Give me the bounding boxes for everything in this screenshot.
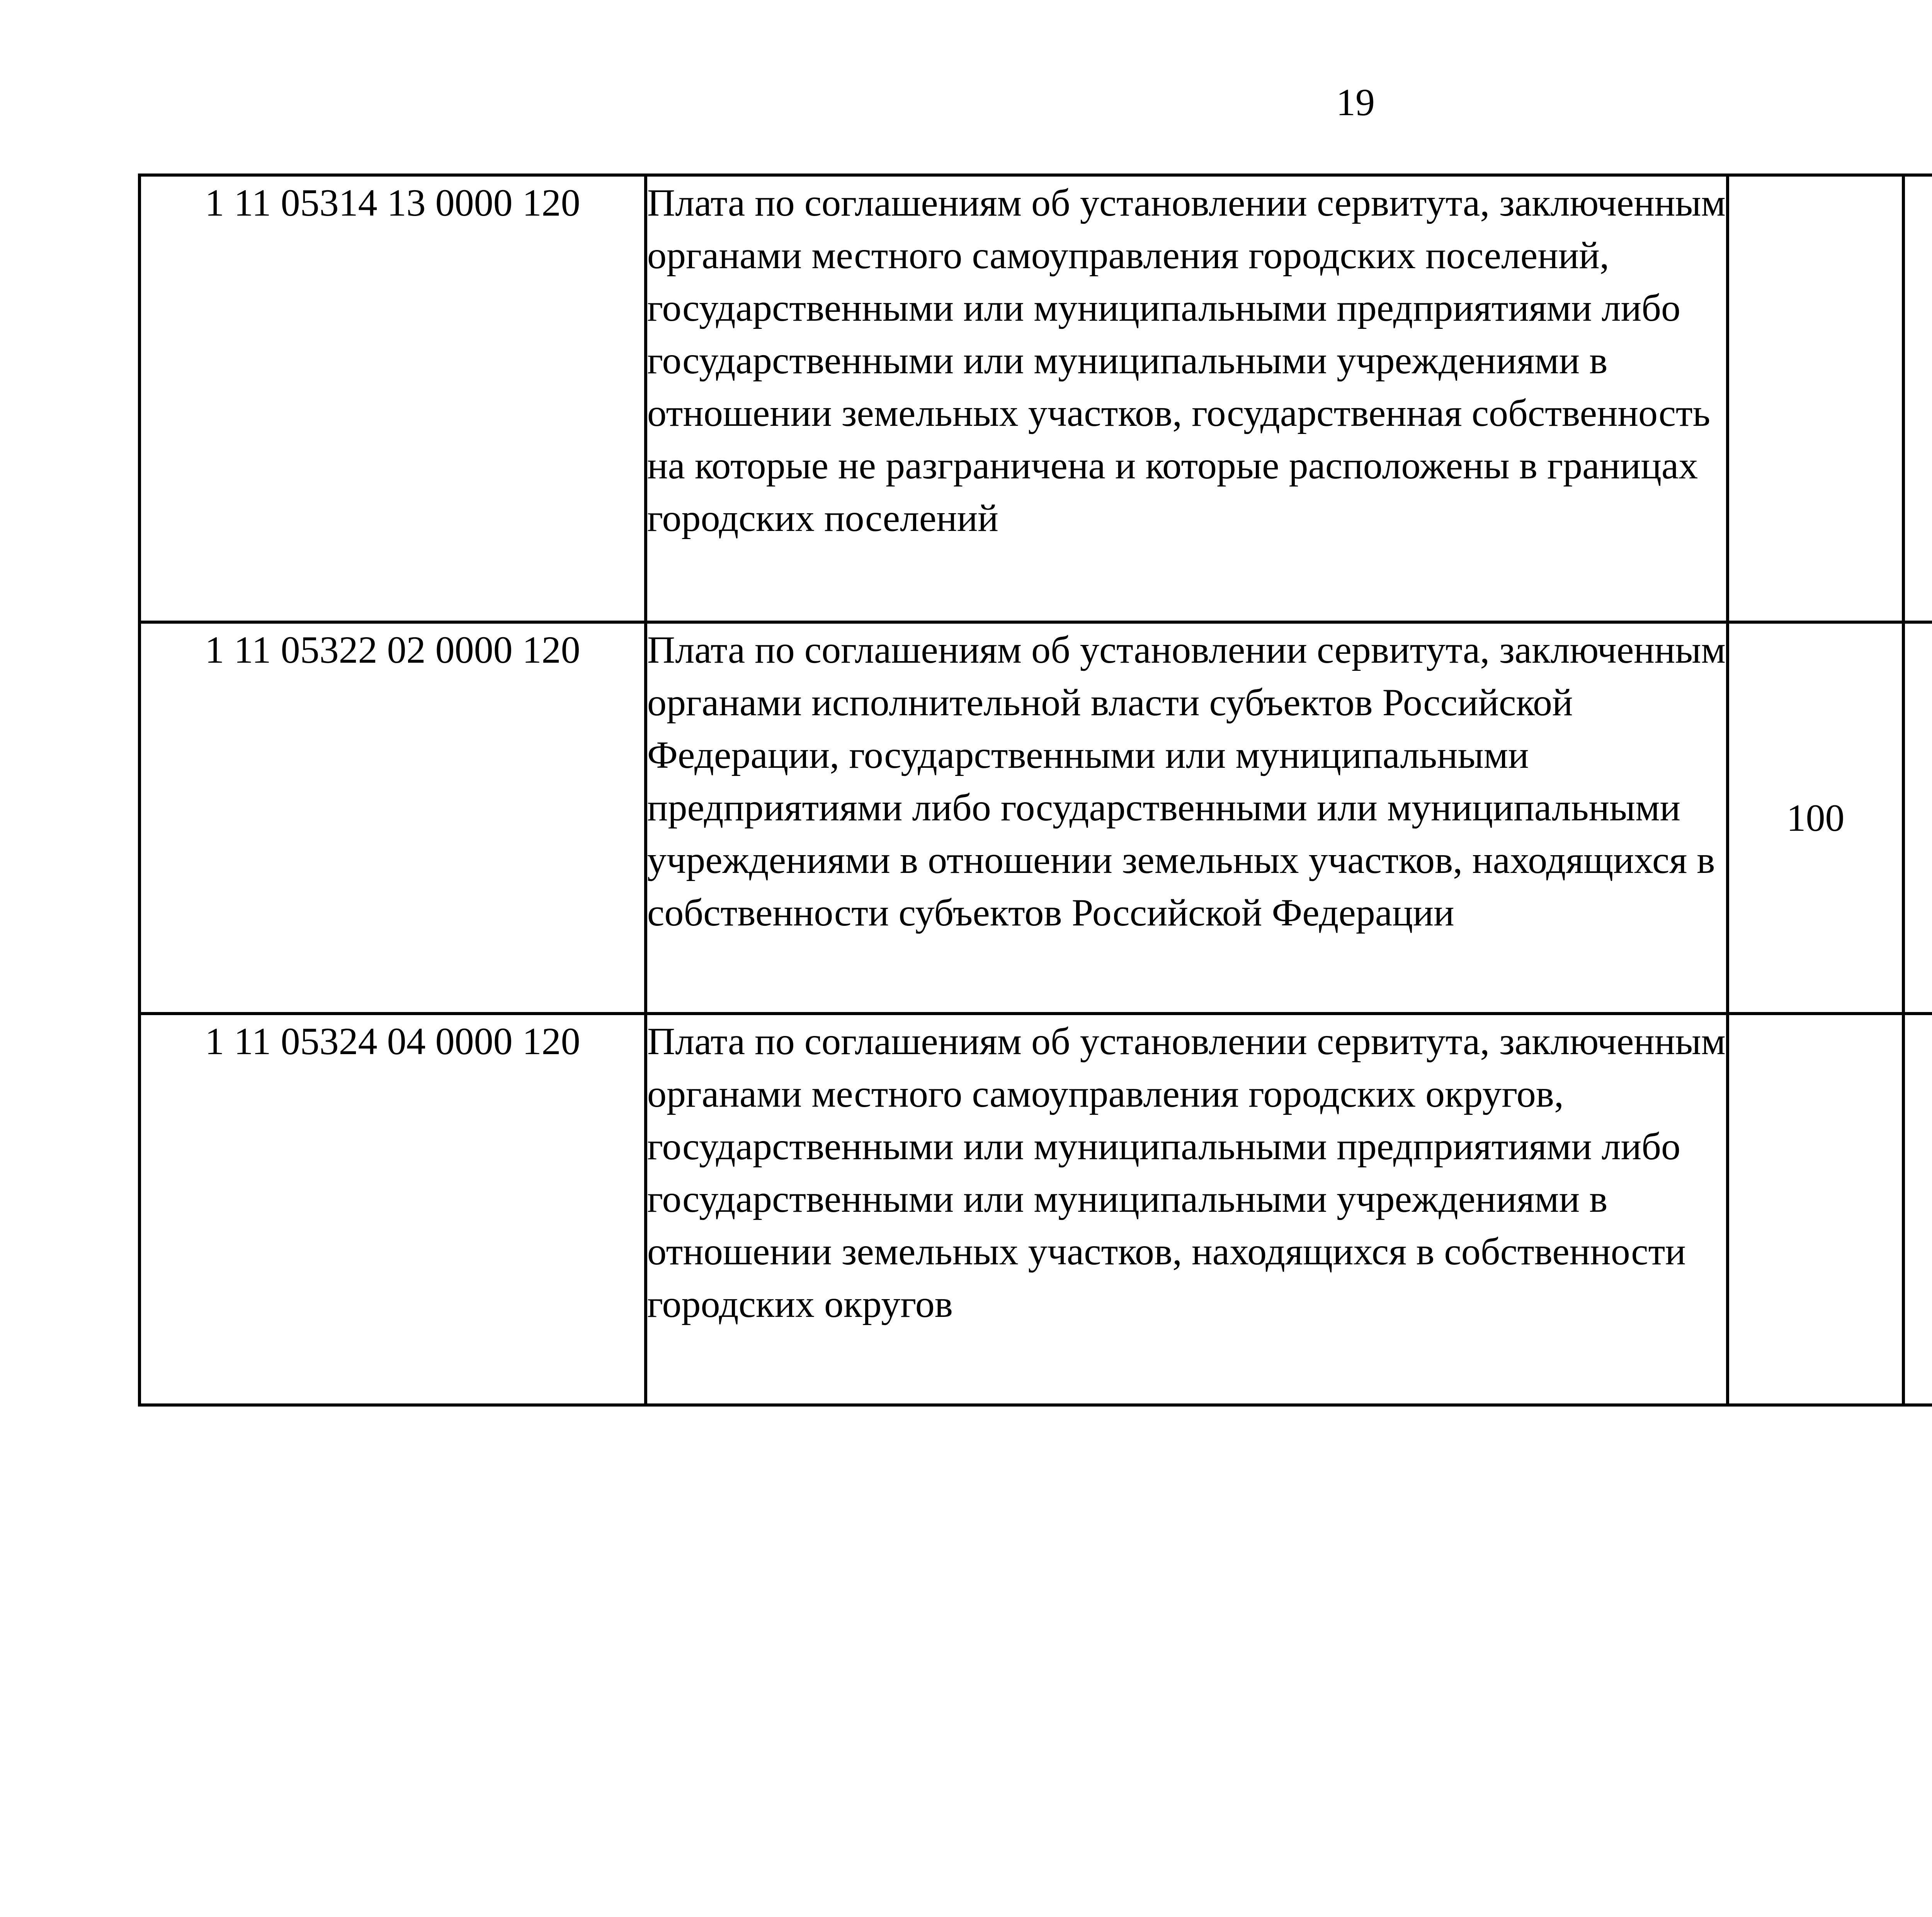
value-cell-1 [1728,175,1903,622]
value-cell-1 [1728,1014,1903,1405]
page-number: 19 [1336,81,1375,124]
table-row [139,1014,1932,1405]
income-code-cell: 1 11 05324 04 0000 120 [139,1014,646,1405]
income-code-cell: 1 11 05314 13 0000 120 [139,175,646,622]
budget-classification-table [138,173,1932,1407]
table-row [139,175,1932,622]
income-description-cell: Плата по соглашениям об установлении сервитута, заключенным органами исполнительной власти субъектов Российской Федерации, государственными или муниципальными предприятиями либо государственными или муниципальными учреждениями в отношении земельных участков, находящихся в собственности субъектов Российской Федерации [646,622,1728,1014]
value-cell-1: 100 [1728,622,1903,1014]
income-code-cell: 1 11 05322 02 0000 120 [139,622,646,1014]
income-description-cell: Плата по соглашениям об установлении сервитута, заключенным органами местного самоуправления городских поселений, государственными или муниципальными предприятиями либо государственными или муниципальными учреждениями в отношении земельных участков, государственная собственность на которые не разграничена и которые расположены в границах городских поселений [646,175,1728,622]
income-description-cell: Плата по соглашениям об установлении сервитута, заключенным органами местного самоуправления городских округов, государственными или муниципальными предприятиями либо государственными или муниципальными учреждениями в отношении земельных участков, находящихся в собственности городских округов [646,1014,1728,1405]
value-cell-2 [1903,622,1932,1014]
value-cell-2 [1903,1014,1932,1405]
table-row [139,622,1932,1014]
value-cell-2 [1903,175,1932,622]
